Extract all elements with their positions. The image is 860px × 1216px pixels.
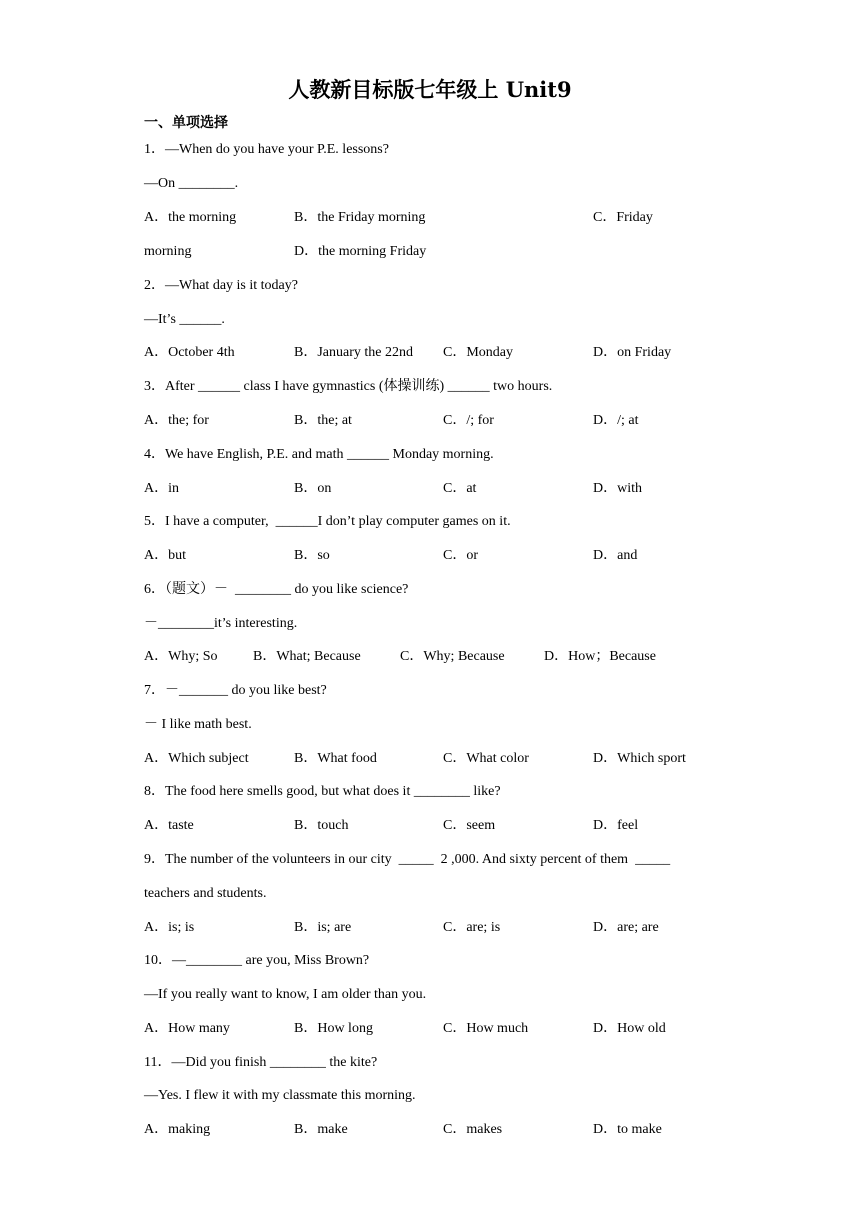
question-2-option-d: D．on Friday [593, 345, 672, 360]
question-11-option-a: A．making [144, 1122, 211, 1137]
question-4-option-b: B．on [294, 481, 332, 496]
question-2-option-c: C．Monday [443, 345, 513, 360]
question-10-option-b: B．How long [294, 1021, 373, 1036]
question-5-option-c: C．or [443, 548, 478, 563]
question-10-answer-line: —If you really want to know, I am older than you. [144, 987, 427, 1002]
question-1-option-b: B．the Friday morning [294, 210, 426, 225]
question-9-option-a: A．is; is [144, 920, 195, 935]
question-2-option-a: A．October 4th [144, 345, 235, 360]
question-10-option-c: C．How much [443, 1021, 529, 1036]
question-2-option-b: B．January the 22nd [294, 345, 413, 360]
question-7-stem: 7．－_______ do you like best? [144, 683, 327, 698]
question-2-answer-line: —It’s ______. [144, 312, 225, 327]
question-1-answer-line: —On ________. [144, 176, 239, 191]
question-1-option-c-continued: morning [144, 244, 192, 259]
question-10-option-d: D．How old [593, 1021, 666, 1036]
question-9-stem-continued: teachers and students. [144, 886, 267, 901]
question-11-answer-line: —Yes. I flew it with my classmate this morning. [144, 1088, 416, 1103]
question-6-answer-line: －________it’s interesting. [144, 616, 298, 631]
question-8-option-b: B．touch [294, 818, 349, 833]
question-3-option-d: D．/; at [593, 413, 639, 428]
question-3-option-b: B．the; at [294, 413, 352, 428]
question-1-option-c: C．Friday [593, 210, 653, 225]
question-7-option-d: D．Which sport [593, 751, 686, 766]
question-4-option-a: A．in [144, 481, 179, 496]
question-5-option-b: B．so [294, 548, 330, 563]
question-11-option-d: D．to make [593, 1122, 662, 1137]
question-4-stem: 4．We have English, P.E. and math ______ Monday morning. [144, 447, 494, 462]
question-11-option-c: C．makes [443, 1122, 503, 1137]
question-1-option-d: D．the morning Friday [294, 244, 427, 259]
section-heading: 一、单项选择 [144, 115, 228, 131]
question-3-option-c: C．/; for [443, 413, 494, 428]
question-9-option-b: B．is; are [294, 920, 352, 935]
question-8-option-a: A．taste [144, 818, 194, 833]
question-8-stem: 8．The food here smells good, but what does it ________ like? [144, 784, 501, 799]
question-4-option-d: D．with [593, 481, 642, 496]
question-10-stem: 10．—________ are you, Miss Brown? [144, 953, 370, 968]
question-4-option-c: C．at [443, 481, 477, 496]
question-7-option-b: B．What food [294, 751, 377, 766]
question-7-option-a: A．Which subject [144, 751, 249, 766]
question-9-option-d: D．are; are [593, 920, 659, 935]
question-5-option-d: D．and [593, 548, 638, 563]
question-5-stem: 5．I have a computer, ______I don’t play computer games on it. [144, 514, 511, 529]
question-6-stem: 6．（题文）－ ________ do you like science? [144, 582, 409, 597]
page-title: 人教新目标版七年级上 Unit9 [288, 77, 572, 102]
question-8-option-c: C．seem [443, 818, 496, 833]
question-2-stem: 2．—What day is it today? [144, 278, 298, 293]
question-7-option-c: C．What color [443, 751, 529, 766]
question-10-option-a: A．How many [144, 1021, 230, 1036]
question-6-option-c: C．Why; Because [400, 649, 505, 664]
question-1-stem: 1．—When do you have your P.E. lessons? [144, 142, 389, 157]
question-8-option-d: D．feel [593, 818, 639, 833]
question-1-option-a: A．the morning [144, 210, 237, 225]
question-11-option-b: B．make [294, 1122, 348, 1137]
question-9-stem: 9．The number of the volunteers in our city _____ 2 ,000. And sixty percent of them _____ [144, 852, 671, 867]
question-3-option-a: A．the; for [144, 413, 209, 428]
question-9-option-c: C．are; is [443, 920, 501, 935]
question-6-option-d: D．How；Because [544, 649, 656, 664]
question-6-option-a: A．Why; So [144, 649, 218, 664]
question-11-stem: 11．—Did you finish ________ the kite? [144, 1055, 378, 1070]
question-5-option-a: A．but [144, 548, 186, 563]
question-6-option-b: B．What; Because [253, 649, 361, 664]
question-7-answer-line: － I like math best. [144, 717, 252, 732]
question-3-stem: 3．After ______ class I have gymnastics (体操训练) ______ two hours. [144, 379, 553, 394]
